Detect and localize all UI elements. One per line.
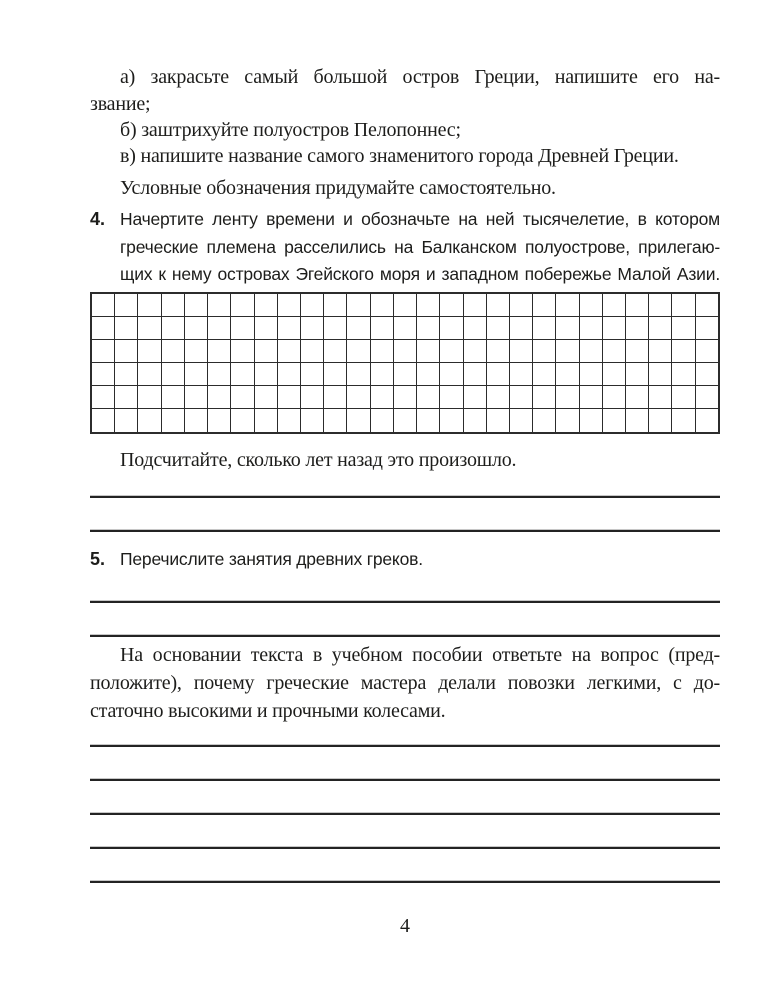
- grid-cell: [324, 386, 347, 409]
- grid-cell: [649, 363, 672, 386]
- grid-cell: [138, 340, 161, 363]
- grid-cell: [580, 317, 603, 340]
- grid-cell: [556, 294, 579, 317]
- grid-row: [92, 363, 718, 386]
- grid-cell: [278, 409, 301, 432]
- grid-cell: [301, 409, 324, 432]
- grid-cell: [649, 409, 672, 432]
- text-line: положите), почему греческие мастера делали повозки легкими, с до-: [90, 672, 720, 694]
- grid-cell: [394, 409, 417, 432]
- grid-cell: [347, 386, 370, 409]
- grid-cell: [185, 294, 208, 317]
- grid-cell: [231, 386, 254, 409]
- grid-cell: [603, 294, 626, 317]
- task-5-text: Перечислите занятия древних греков.: [120, 549, 423, 569]
- grid-cell: [371, 363, 394, 386]
- text-line: а) закрасьте самый большой остров Греции, напишите его на-: [120, 66, 720, 88]
- grid-cell: [301, 386, 324, 409]
- grid-cell: [115, 363, 138, 386]
- grid-cell: [510, 386, 533, 409]
- grid-cell: [626, 294, 649, 317]
- grid-row: [92, 317, 718, 340]
- task-5: [90, 546, 720, 574]
- grid-row: [92, 386, 718, 409]
- grid-cell: [347, 363, 370, 386]
- grid-cell: [440, 294, 463, 317]
- task-4-text: [120, 206, 720, 289]
- grid-cell: [301, 294, 324, 317]
- grid-cell: [603, 340, 626, 363]
- grid-cell: [394, 340, 417, 363]
- grid-cell: [440, 363, 463, 386]
- grid-cell: [324, 409, 347, 432]
- task-4: [90, 206, 720, 289]
- grid-cell: [672, 340, 695, 363]
- grid-cell: [510, 294, 533, 317]
- grid-cell: [324, 294, 347, 317]
- grid-cell: [324, 363, 347, 386]
- grid-cell: [371, 317, 394, 340]
- grid-cell: [672, 409, 695, 432]
- grid-cell: [138, 409, 161, 432]
- grid-cell: [626, 340, 649, 363]
- grid-cell: [231, 409, 254, 432]
- grid-cell: [92, 363, 115, 386]
- grid-cell: [92, 409, 115, 432]
- grid-cell: [487, 386, 510, 409]
- grid-cell: [115, 409, 138, 432]
- grid-cell: [603, 409, 626, 432]
- grid-cell: [278, 294, 301, 317]
- grid-cell: [603, 317, 626, 340]
- grid-cell: [696, 363, 718, 386]
- grid-cell: [603, 363, 626, 386]
- task-5-answer-lines: [90, 601, 720, 637]
- grid-cell: [487, 409, 510, 432]
- grid-cell: [185, 363, 208, 386]
- grid-cell: [649, 386, 672, 409]
- grid-cell: [185, 409, 208, 432]
- answer-line: [90, 635, 720, 637]
- grid-cell: [464, 363, 487, 386]
- grid-cell: [533, 340, 556, 363]
- grid-cell: [324, 317, 347, 340]
- text-line: статочно высокими и прочными колесами.: [90, 700, 446, 722]
- grid-cell: [394, 363, 417, 386]
- grid-cell: [533, 363, 556, 386]
- grid-cell: [649, 317, 672, 340]
- grid-row: [92, 409, 718, 432]
- grid-cell: [255, 294, 278, 317]
- grid-cell: [162, 317, 185, 340]
- grid-cell: [162, 386, 185, 409]
- grid-cell: [626, 317, 649, 340]
- page-content: [90, 0, 720, 1000]
- task-5-number: 5.: [90, 549, 106, 569]
- grid-cell: [208, 363, 231, 386]
- grid-cell: [92, 294, 115, 317]
- grid-cell: [324, 340, 347, 363]
- grid-cell: [626, 363, 649, 386]
- grid-cell: [417, 386, 440, 409]
- grid-cell: [371, 386, 394, 409]
- answer-line: [90, 745, 720, 747]
- grid-cell: [278, 363, 301, 386]
- grid-cell: [255, 386, 278, 409]
- grid-cell: [92, 386, 115, 409]
- grid-cell: [672, 363, 695, 386]
- answer-line: [90, 779, 720, 781]
- grid-cell: [417, 294, 440, 317]
- grid-cell: [440, 317, 463, 340]
- grid-cell: [696, 340, 718, 363]
- grid-cell: [649, 294, 672, 317]
- grid-cell: [487, 317, 510, 340]
- task-3a-text: [90, 64, 720, 118]
- grid-cell: [696, 386, 718, 409]
- grid-cell: [696, 409, 718, 432]
- grid-cell: [185, 386, 208, 409]
- grid-cell: [417, 363, 440, 386]
- grid-cell: [510, 340, 533, 363]
- grid-cell: [371, 409, 394, 432]
- grid-cell: [255, 317, 278, 340]
- text-line: Начертите ленту времени и обозначьте на ней тысячелетие, в котором: [120, 209, 720, 229]
- grid-row: [92, 294, 718, 317]
- grid-cell: [138, 386, 161, 409]
- grid-cell: [115, 294, 138, 317]
- grid-cell: [580, 340, 603, 363]
- answer-line: [90, 813, 720, 815]
- grid-cell: [231, 317, 254, 340]
- page-number: 4: [400, 915, 410, 937]
- grid-cell: [301, 340, 324, 363]
- grid-cell: [533, 317, 556, 340]
- task-3c-text: в) напишите название самого знаменитого города Древней Греции.: [120, 145, 679, 167]
- grid-cell: [231, 294, 254, 317]
- grid-cell: [162, 294, 185, 317]
- grid-cell: [464, 294, 487, 317]
- grid-cell: [394, 294, 417, 317]
- grid-cell: [138, 294, 161, 317]
- grid-cell: [231, 363, 254, 386]
- grid-cell: [278, 340, 301, 363]
- grid-cell: [255, 340, 278, 363]
- grid-cell: [92, 317, 115, 340]
- grid-cell: [696, 294, 718, 317]
- grid-cell: [255, 363, 278, 386]
- grid-cell: [231, 340, 254, 363]
- grid-cell: [556, 363, 579, 386]
- grid-cell: [347, 317, 370, 340]
- grid-cell: [510, 409, 533, 432]
- grid-cell: [185, 317, 208, 340]
- grid-cell: [464, 409, 487, 432]
- text-line: На основании текста в учебном пособии ответьте на вопрос (пред-: [120, 644, 720, 666]
- text-line: звание;: [90, 93, 151, 115]
- grid-cell: [208, 294, 231, 317]
- grid-cell: [347, 340, 370, 363]
- grid-cell: [533, 409, 556, 432]
- grid-cell: [185, 340, 208, 363]
- text-line: щих к нему островах Эгейского моря и западном побережье Малой Азии.: [120, 264, 720, 284]
- grid-cell: [417, 317, 440, 340]
- grid-cell: [162, 363, 185, 386]
- answer-line: [90, 847, 720, 849]
- answer-line: [90, 496, 720, 498]
- grid-cell: [255, 409, 278, 432]
- grid-cell: [464, 317, 487, 340]
- task-6-answer-lines: [90, 745, 720, 883]
- grid-cell: [487, 363, 510, 386]
- grid-cell: [580, 294, 603, 317]
- grid-cell: [696, 317, 718, 340]
- grid-cell: [556, 317, 579, 340]
- grid-cell: [92, 340, 115, 363]
- answer-line: [90, 530, 720, 532]
- task-6-text: [90, 641, 720, 725]
- grid-cell: [580, 363, 603, 386]
- grid-cell: [347, 294, 370, 317]
- grid-cell: [672, 386, 695, 409]
- grid-cell: [208, 317, 231, 340]
- task-3b-text: б) заштрихуйте полуостров Пелопоннес;: [120, 119, 461, 141]
- grid-cell: [347, 409, 370, 432]
- grid-cell: [440, 409, 463, 432]
- timeline-grid: [90, 292, 720, 434]
- grid-cell: [440, 340, 463, 363]
- grid-cell: [301, 363, 324, 386]
- grid-cell: [487, 294, 510, 317]
- grid-cell: [208, 386, 231, 409]
- grid-cell: [208, 409, 231, 432]
- grid-cell: [162, 340, 185, 363]
- grid-cell: [510, 317, 533, 340]
- grid-cell: [649, 340, 672, 363]
- grid-cell: [115, 340, 138, 363]
- grid-cell: [278, 386, 301, 409]
- grid-cell: [371, 294, 394, 317]
- grid-cell: [138, 363, 161, 386]
- grid-cell: [394, 386, 417, 409]
- grid-cell: [533, 294, 556, 317]
- grid-cell: [487, 340, 510, 363]
- grid-cell: [417, 340, 440, 363]
- grid-cell: [138, 317, 161, 340]
- task-4-number: 4.: [90, 209, 106, 229]
- task-4-answer-lines: [90, 496, 720, 532]
- grid-cell: [208, 340, 231, 363]
- text-line: греческие племена расселились на Балканском полуострове, прилегаю-: [120, 236, 720, 257]
- grid-cell: [440, 386, 463, 409]
- answer-line: [90, 601, 720, 603]
- grid-cell: [533, 386, 556, 409]
- grid-row: [92, 340, 718, 363]
- grid-cell: [301, 317, 324, 340]
- grid-cell: [580, 409, 603, 432]
- grid-cell: [672, 317, 695, 340]
- grid-cell: [115, 386, 138, 409]
- task-3-note: Условные обозначения придумайте самостоятельно.: [120, 177, 556, 199]
- grid-cell: [464, 340, 487, 363]
- grid-cell: [115, 317, 138, 340]
- grid-cell: [603, 386, 626, 409]
- grid-cell: [556, 340, 579, 363]
- grid-cell: [556, 409, 579, 432]
- grid-cell: [556, 386, 579, 409]
- grid-cell: [626, 409, 649, 432]
- grid-cell: [672, 294, 695, 317]
- grid-cell: [580, 386, 603, 409]
- grid-cell: [394, 317, 417, 340]
- grid-cell: [417, 409, 440, 432]
- grid-cell: [371, 340, 394, 363]
- answer-line: [90, 881, 720, 883]
- grid-cell: [464, 386, 487, 409]
- grid-cell: [626, 386, 649, 409]
- grid-cell: [162, 409, 185, 432]
- task-4-followup: Подсчитайте, сколько лет назад это произошло.: [120, 449, 517, 471]
- grid-cell: [510, 363, 533, 386]
- grid-cell: [278, 317, 301, 340]
